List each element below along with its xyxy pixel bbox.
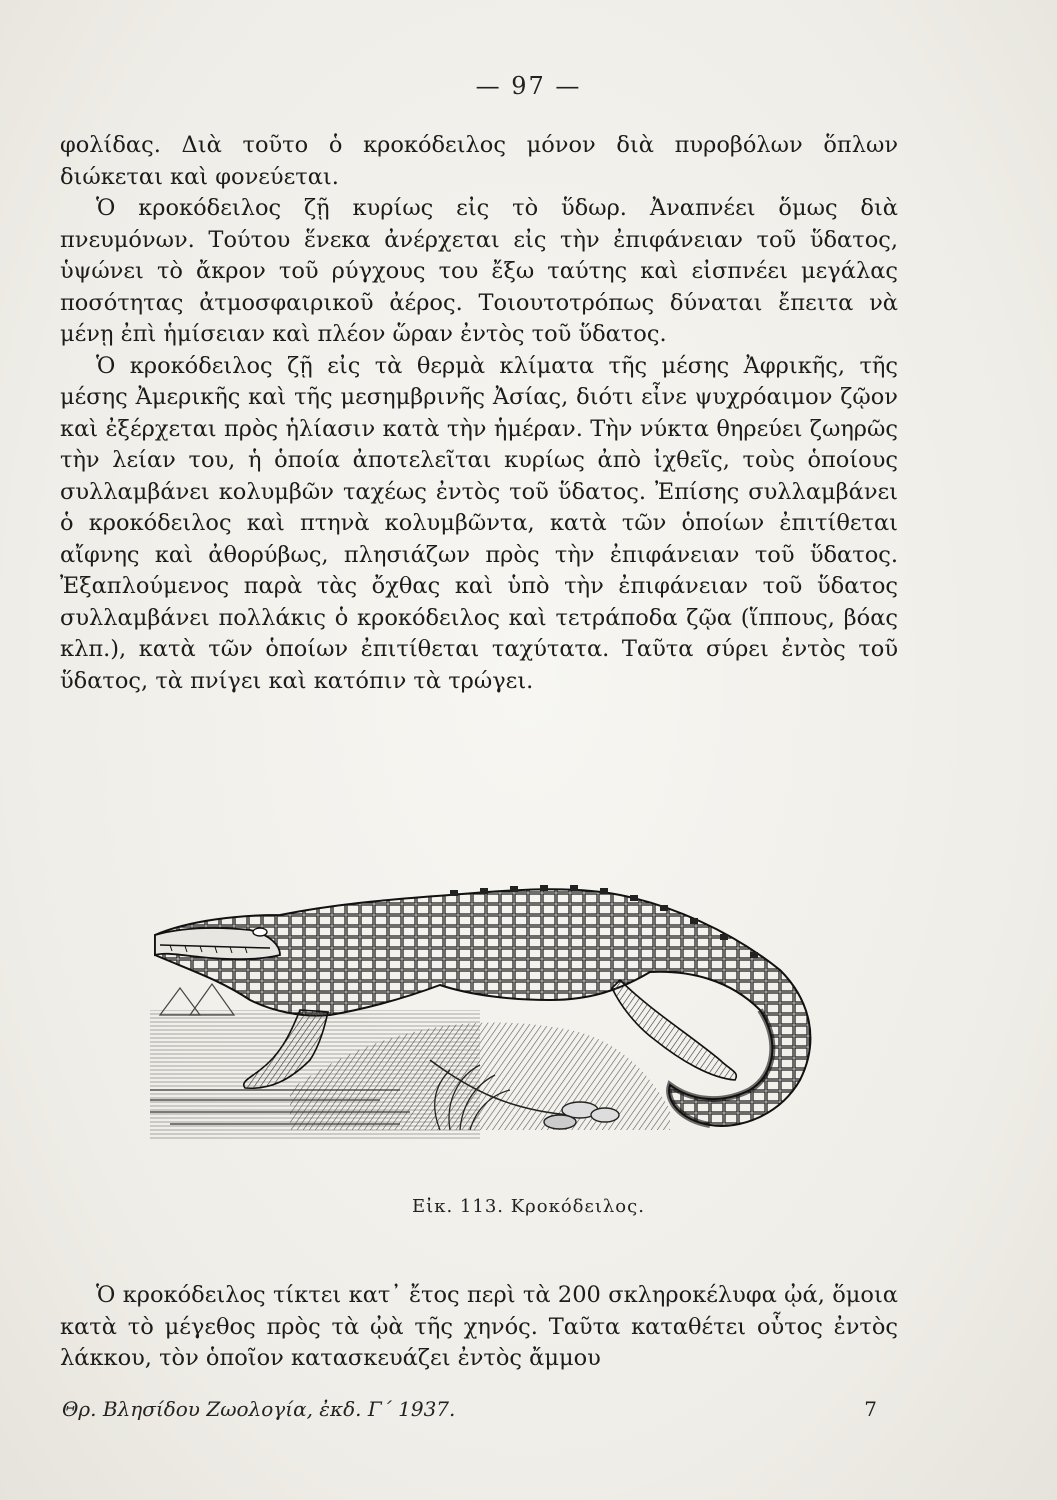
paragraph: Ὁ κροκόδειλος ζῇ κυρίως εἰς τὸ ὕδωρ. Ἀναπνέει ὅμως διὰ πνευμόνων. Τούτου ἕνεκα ἀνέρχεται εἰς τὴν ἐπιφάνειαν τοῦ ὕδατος, ὑψώνει τὸ ἄκρον τοῦ ρύγχους του ἔξω ταύτης καὶ εἰσπνέει μεγάλας ποσότητας ἀτμοσφαιρικοῦ ἀέρος. Τοιουτοτρόπως δύναται ἔπειτα νὰ μένῃ ἐπὶ ἡμίσειαν καὶ πλέον ὥραν ἐντὸς τοῦ ὕδατος.: [60, 195, 898, 347]
footer-signature-number: 7: [864, 1397, 877, 1421]
page-footer: [62, 1397, 877, 1421]
crocodile-illustration: [150, 860, 850, 1160]
figure-caption: Εἰκ. 113. Κροκόδειλος.: [412, 1196, 645, 1217]
body-text-top: [60, 130, 898, 697]
page-number: — 97 —: [475, 72, 582, 100]
paragraph: Ὁ κροκόδειλος τίκτει κατ᾽ ἔτος περὶ τὰ 200 σκληροκέλυφα ᾠά, ὅμοια κατὰ τὸ μέγεθος πρὸς τὰ ᾠὰ τῆς χηνός. Ταῦτα καταθέτει οὗτος ἐντὸς λάκκου, τὸν ὁποῖον κατασκευάζει ἐντὸς ἄμμου: [60, 1282, 898, 1371]
crocodile-engraving-image: [150, 860, 850, 1160]
paragraph: φολίδας. Διὰ τοῦτο ὁ κροκόδειλος μόνον διὰ πυροβόλων ὅπλων διώκεται καὶ φονεύεται.: [60, 132, 898, 190]
paragraph: Ὁ κροκόδειλος ζῇ εἰς τὰ θερμὰ κλίματα τῆς μέσης Ἀφρικῆς, τῆς μέσης Ἀμερικῆς καὶ τῆς μεσημβρινῆς Ἀσίας, διότι εἶνε ψυχρόαιμον ζῷον καὶ ἐξέρχεται πρὸς ἡλίασιν κατὰ τὴν ἡμέραν. Τὴν νύκτα θηρεύει ζωηρῶς τὴν λείαν του, ἡ ὁποία ἀποτελεῖται κυρίως ἀπὸ ἰχθεῖς, τοὺς ὁποίους συλλαμβάνει κολυμβῶν ταχέως ἐντὸς τοῦ ὕδατος. Ἐπίσης συλλαμβάνει ὁ κροκόδειλος καὶ πτηνὰ κολυμβῶντα, κατὰ τῶν ὁποίων ἐπιτίθεται αἴφνης καὶ ἀθορύβως, πλησιάζων πρὸς τὴν ἐπιφάνειαν τοῦ ὕδατος. Ἐξαπλούμενος παρὰ τὰς ὄχθας καὶ ὑπὸ τὴν ἐπιφάνειαν τοῦ ὕδατος συλλαμβάνει πολλάκις ὁ κροκόδειλος καὶ τετράποδα ζῷα (ἵππους, βόας κλπ.), κατὰ τῶν ὁποίων ἐπιτίθεται ταχύτατα. Ταῦτα σύρει ἐντὸς τοῦ ὕδατος, τὰ πνίγει καὶ κατόπιν τὰ τρώγει.: [60, 352, 898, 694]
body-text-bottom: [60, 1280, 898, 1375]
footer-book-title: Θρ. Βλησίδου Ζωολογία, ἐκδ. Γ΄ 1937.: [62, 1397, 456, 1421]
